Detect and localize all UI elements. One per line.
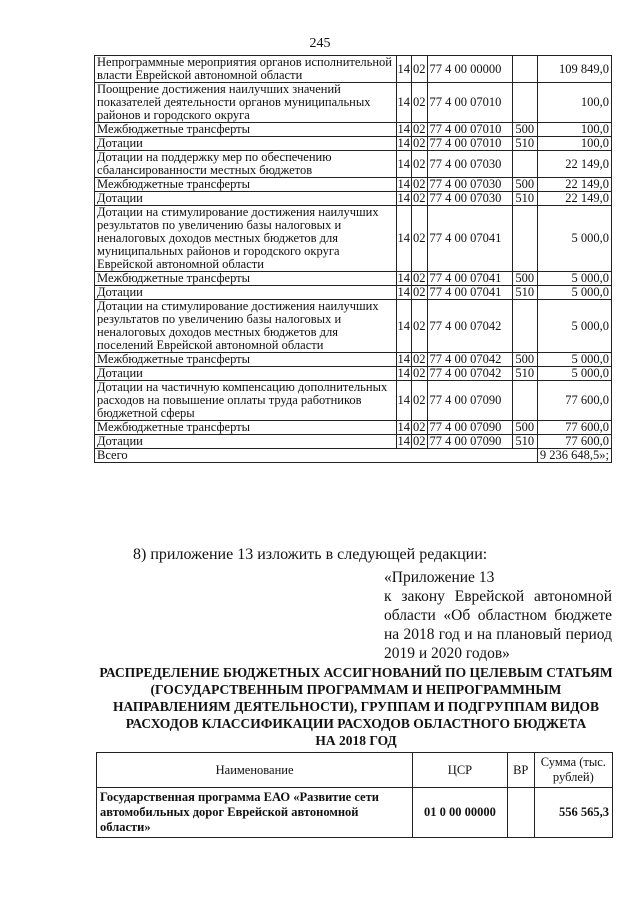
row-subsection: 02 xyxy=(413,285,426,299)
row-csr: 77 4 00 07041 xyxy=(427,272,512,286)
row-csr: 77 4 00 07030 xyxy=(427,151,512,178)
row-sum: 22 149,0 xyxy=(537,178,611,192)
header-csr: ЦСР xyxy=(413,753,508,788)
row-vr xyxy=(512,83,537,123)
row-sum: 100,0 xyxy=(537,123,611,137)
row-section: 14 xyxy=(396,381,412,421)
heading-line-1: РАСПРЕДЕЛЕНИЕ БЮДЖЕТНЫХ АССИГНОВАНИЙ ПО ЦЕЛЕВЫМ СТАТЬЯМ xyxy=(99,665,613,680)
row-name: Дотации на стимулирование достижения наилучших результатов по увеличению базы налоговых и неналоговых доходов местных бюджетов для поселений Еврейской автономной области xyxy=(95,300,397,353)
row-name: Дотации xyxy=(95,367,397,381)
row-csr: 77 4 00 07042 xyxy=(427,367,512,381)
row-section: 14 xyxy=(397,136,411,150)
heading-line-2: (ГОСУДАРСТВЕННЫМ ПРОГРАММАМ И НЕПРОГРАММНЫМ xyxy=(150,682,562,697)
row-vr: 500 xyxy=(512,421,537,435)
row-subsection: 02 xyxy=(413,366,426,380)
header-sum: Сумма (тыс. рублей) xyxy=(534,753,612,788)
program-vr xyxy=(507,788,534,838)
row-vr: 510 xyxy=(512,192,537,206)
table-row xyxy=(95,83,612,123)
table-row xyxy=(95,178,612,192)
row-vr xyxy=(512,151,537,178)
row-subsection: 02 xyxy=(413,420,426,434)
row-section: 14 xyxy=(397,366,411,380)
row-subsection: 02 xyxy=(413,177,426,191)
row-vr xyxy=(512,300,537,353)
row-name: Дотации xyxy=(95,137,397,151)
table-row xyxy=(95,300,612,353)
table-row xyxy=(95,353,612,367)
row-subsection: 02 xyxy=(412,206,428,272)
appendix-line-4: на 2018 год и на плановый период xyxy=(384,626,612,643)
row-subsection: 02 xyxy=(412,56,428,83)
appendix-reference xyxy=(384,568,612,663)
appendix-line-3: области «Об областном бюджете xyxy=(384,607,612,624)
row-section: 14 xyxy=(397,434,411,448)
row-name: Дотации на стимулирование достижения наилучших результатов по увеличению базы налоговых и неналоговых доходов местных бюджетов для муниципальных районов и городского округа Еврейской автономной области xyxy=(95,206,397,272)
appendix-line-2: к закону Еврейской автономной xyxy=(384,588,612,605)
row-section: 14 xyxy=(396,83,412,123)
row-csr: 77 4 00 07030 xyxy=(427,178,512,192)
program-sum: 556 565,3 xyxy=(534,788,612,838)
row-sum: 22 149,0 xyxy=(537,192,611,206)
row-name: Межбюджетные трансферты xyxy=(95,353,397,367)
row-section: 14 xyxy=(397,271,411,285)
table-row xyxy=(95,381,612,421)
heading-line-4: РАСХОДОВ КЛАССИФИКАЦИИ РАСХОДОВ ОБЛАСТНОГО БЮДЖЕТА xyxy=(125,716,587,731)
row-sum: 22 149,0 xyxy=(537,151,611,178)
heading-line-3: НАПРАВЛЕНИЯМ ДЕЯТЕЛЬНОСТИ), ГРУППАМ И ПОДГРУППАМ ВИДОВ xyxy=(113,699,599,714)
row-name: Дотации на частичную компенсацию дополнительных расходов на повышение оплаты труда работников бюджетной сферы xyxy=(95,381,397,421)
row-subsection: 02 xyxy=(412,151,428,178)
row-sum: 5 000,0 xyxy=(537,353,611,367)
row-vr: 510 xyxy=(512,367,537,381)
section-heading xyxy=(90,664,622,749)
row-subsection: 02 xyxy=(412,300,428,353)
row-vr: 500 xyxy=(512,353,537,367)
row-subsection: 02 xyxy=(413,352,426,366)
row-section: 14 xyxy=(397,352,411,366)
table-row xyxy=(95,367,612,381)
table-row xyxy=(95,192,612,206)
row-subsection: 02 xyxy=(413,122,426,136)
row-sum: 5 000,0 xyxy=(537,272,611,286)
row-sum: 5 000,0 xyxy=(537,206,611,272)
row-section: 14 xyxy=(396,151,412,178)
row-section: 14 xyxy=(397,122,411,136)
row-csr: 77 4 00 07041 xyxy=(427,286,512,300)
row-name: Дотации xyxy=(95,192,397,206)
page-number: 245 xyxy=(309,36,331,51)
appendix-13-table xyxy=(96,752,613,838)
heading-line-5: НА 2018 ГОД xyxy=(315,733,397,748)
row-csr: 77 4 00 07030 xyxy=(427,192,512,206)
row-section: 14 xyxy=(397,285,411,299)
total-label: Всего xyxy=(95,449,538,463)
row-csr: 77 4 00 07010 xyxy=(427,137,512,151)
total-value: 9 236 648,5»; xyxy=(537,449,611,463)
row-vr: 500 xyxy=(512,178,537,192)
program-csr: 01 0 00 00000 xyxy=(413,788,508,838)
row-subsection: 02 xyxy=(413,434,426,448)
row-sum: 77 600,0 xyxy=(537,421,611,435)
row-subsection: 02 xyxy=(412,83,428,123)
row-vr xyxy=(512,56,537,83)
total-row xyxy=(95,449,612,463)
row-subsection: 02 xyxy=(413,191,426,205)
row-section: 14 xyxy=(397,177,411,191)
row-name: Межбюджетные трансферты xyxy=(95,272,397,286)
row-name: Непрограммные мероприятия органов исполнительной власти Еврейской автономной области xyxy=(95,56,397,83)
row-csr: 77 4 00 07010 xyxy=(427,123,512,137)
appendix-line-5: 2019 и 2020 годов» xyxy=(384,645,510,662)
row-name: Дотации на поддержку мер по обеспечению сбалансированности местных бюджетов xyxy=(95,151,397,178)
table-header-row xyxy=(97,753,613,788)
table-row xyxy=(95,151,612,178)
header-name: Наименование xyxy=(97,753,413,788)
row-name: Дотации xyxy=(95,286,397,300)
row-vr: 510 xyxy=(512,137,537,151)
row-section: 14 xyxy=(397,191,411,205)
row-section: 14 xyxy=(397,420,411,434)
row-subsection: 02 xyxy=(413,271,426,285)
table-row xyxy=(95,272,612,286)
item-8-text: 8) приложение 13 изложить в следующей редакции: xyxy=(133,546,488,563)
row-csr: 77 4 00 07042 xyxy=(427,353,512,367)
row-section: 14 xyxy=(396,56,412,83)
row-name: Дотации xyxy=(95,435,397,449)
row-sum: 5 000,0 xyxy=(537,286,611,300)
row-csr: 77 4 00 07090 xyxy=(427,421,512,435)
row-sum: 100,0 xyxy=(537,137,611,151)
table-row xyxy=(95,286,612,300)
row-subsection: 02 xyxy=(413,136,426,150)
row-name: Межбюджетные трансферты xyxy=(95,123,397,137)
table-row xyxy=(95,435,612,449)
row-vr: 510 xyxy=(512,286,537,300)
row-sum: 5 000,0 xyxy=(537,367,611,381)
table-row xyxy=(95,123,612,137)
row-vr xyxy=(512,381,537,421)
row-name: Межбюджетные трансферты xyxy=(95,421,397,435)
row-csr: 77 4 00 00000 xyxy=(427,56,512,83)
row-section: 14 xyxy=(396,300,412,353)
row-sum: 109 849,0 xyxy=(537,56,611,83)
table-row xyxy=(97,788,613,838)
row-name: Межбюджетные трансферты xyxy=(95,178,397,192)
row-subsection: 02 xyxy=(412,381,428,421)
row-csr: 77 4 00 07041 xyxy=(427,206,512,272)
header-vr: ВР xyxy=(507,753,534,788)
table-row xyxy=(95,137,612,151)
table-row xyxy=(95,421,612,435)
row-section: 14 xyxy=(396,206,412,272)
budget-table-continuation xyxy=(94,55,612,463)
row-csr: 77 4 00 07090 xyxy=(427,435,512,449)
row-sum: 5 000,0 xyxy=(537,300,611,353)
program-name: Государственная программа ЕАО «Развитие сети автомобильных дорог Еврейской автономной области» xyxy=(97,788,413,838)
table-row xyxy=(95,56,612,83)
row-vr xyxy=(512,206,537,272)
row-csr: 77 4 00 07010 xyxy=(427,83,512,123)
row-csr: 77 4 00 07090 xyxy=(427,381,512,421)
row-sum: 77 600,0 xyxy=(537,435,611,449)
table-row xyxy=(95,206,612,272)
row-sum: 77 600,0 xyxy=(537,381,611,421)
row-vr: 510 xyxy=(512,435,537,449)
row-name: Поощрение достижения наилучших значений показателей деятельности органов муниципальных районов и городского округа xyxy=(95,83,397,123)
row-vr: 500 xyxy=(512,272,537,286)
row-vr: 500 xyxy=(512,123,537,137)
row-sum: 100,0 xyxy=(537,83,611,123)
row-csr: 77 4 00 07042 xyxy=(427,300,512,353)
appendix-line-1: «Приложение 13 xyxy=(384,569,495,586)
